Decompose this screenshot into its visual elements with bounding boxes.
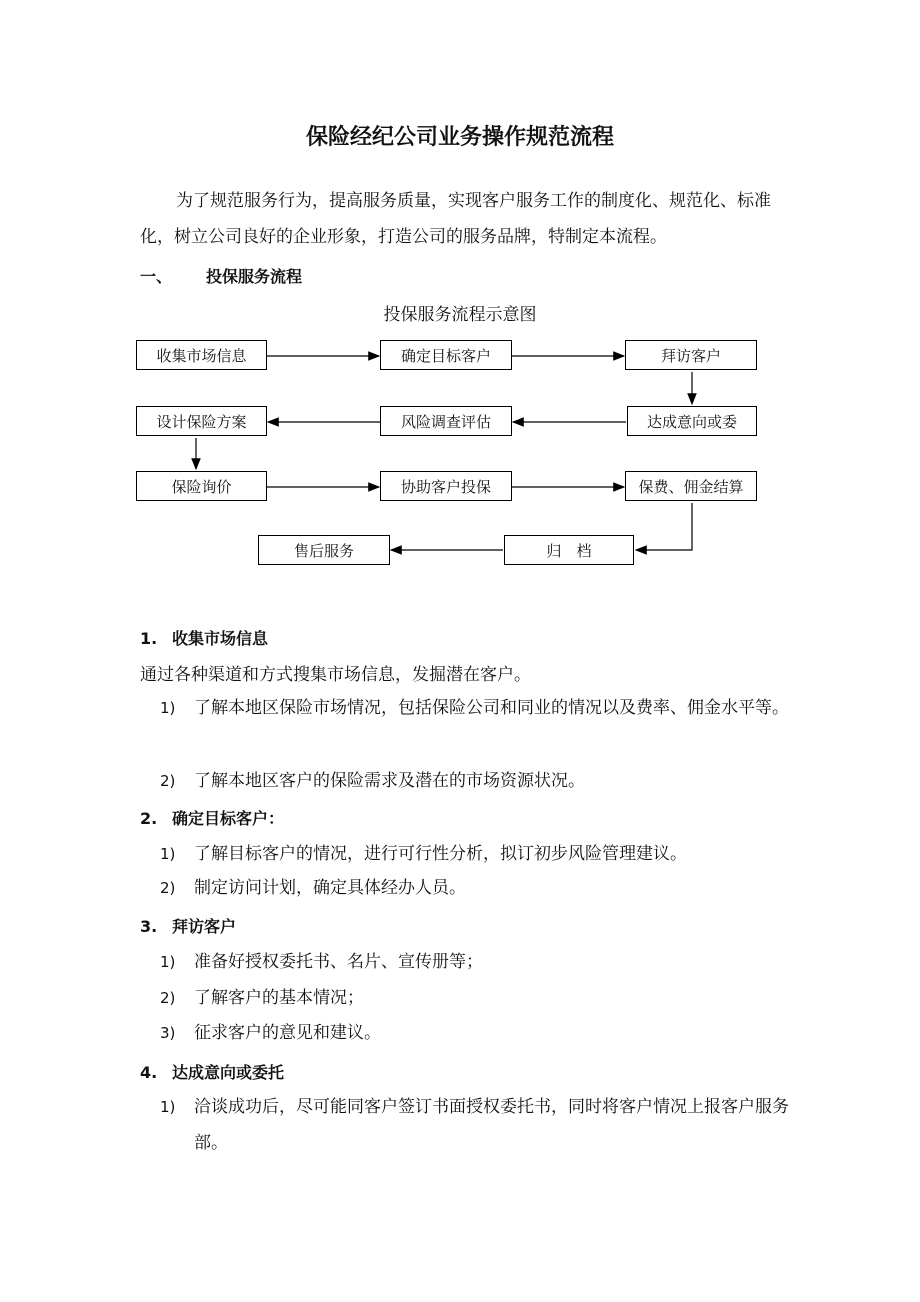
list-item-text: 了解本地区保险市场情况，包括保险公司和同业的情况以及费率、佣金水平等。 xyxy=(194,698,789,718)
flow-box-archive: 归 档 xyxy=(504,535,634,565)
step-heading xyxy=(140,806,284,829)
flowchart-caption: 投保服务流程示意图 xyxy=(383,305,537,325)
list-item-number: 3) xyxy=(160,1024,176,1042)
step-title: 确定目标客户： xyxy=(172,809,285,828)
intro-paragraph: 为了规范服务行为，提高服务质量，实现客户服务工作的制度化、规范化、标准化，树立公司良好的企业形象，打造公司的服务品牌，特制定本流程。 xyxy=(140,191,771,247)
list-item xyxy=(160,870,800,906)
flow-box-insurance-inquiry: 保险询价 xyxy=(136,471,267,501)
arrow-9 xyxy=(636,503,692,550)
flow-box-risk-survey: 风险调查评估 xyxy=(380,406,512,436)
step-number: 4. xyxy=(140,1063,158,1082)
step-heading xyxy=(140,626,268,649)
section-title: 投保服务流程 xyxy=(206,267,303,286)
list-item-number: 1) xyxy=(160,845,176,863)
list-item-number: 2) xyxy=(160,989,176,1007)
step-title: 达成意向或委托 xyxy=(172,1063,285,1082)
list-item-number: 2) xyxy=(160,879,176,897)
flow-box-determine-target-client: 确定目标客户 xyxy=(380,340,512,370)
list-item-text: 了解客户的基本情况； xyxy=(194,988,364,1008)
flow-box-reach-agreement: 达成意向或委 xyxy=(627,406,757,436)
step-number: 1. xyxy=(140,629,158,648)
list-item xyxy=(160,690,800,726)
list-item-number: 1) xyxy=(160,699,176,717)
list-item xyxy=(160,1089,800,1161)
flow-box-after-sales: 售后服务 xyxy=(258,535,390,565)
list-item-text: 征求客户的意见和建议。 xyxy=(194,1023,381,1043)
list-item-number: 1) xyxy=(160,1098,176,1116)
list-item-text: 制定访问计划，确定具体经办人员。 xyxy=(194,878,466,898)
step-number: 2. xyxy=(140,809,158,828)
list-item xyxy=(160,836,800,872)
document-title: 保险经纪公司业务操作规范流程 xyxy=(305,125,614,150)
step-number: 3. xyxy=(140,917,158,936)
list-item-text: 了解本地区客户的保险需求及潜在的市场资源状况。 xyxy=(194,771,585,791)
step-heading xyxy=(140,1060,284,1083)
list-item-text: 了解目标客户的情况，进行可行性分析，拟订初步风险管理建议。 xyxy=(194,844,687,864)
flow-box-collect-market-info: 收集市场信息 xyxy=(136,340,267,370)
flow-box-assist-client-insure: 协助客户投保 xyxy=(380,471,512,501)
flow-box-premium-settlement: 保费、佣金结算 xyxy=(625,471,757,501)
step-title: 拜访客户 xyxy=(172,917,237,936)
list-item-number: 2) xyxy=(160,772,176,790)
list-item xyxy=(160,1015,800,1051)
list-item-text: 准备好授权委托书、名片、宣传册等； xyxy=(194,952,483,972)
list-item xyxy=(160,763,800,799)
list-item-text: 洽谈成功后，尽可能同客户签订书面授权委托书，同时将客户情况上报客户服务部。 xyxy=(194,1097,789,1153)
list-item-number: 1) xyxy=(160,953,176,971)
list-item xyxy=(160,980,800,1016)
section-number: 一、 xyxy=(140,267,173,286)
flow-box-visit-client: 拜访客户 xyxy=(625,340,757,370)
step-heading xyxy=(140,914,236,937)
step-description: 通过各种渠道和方式搜集市场信息，发掘潜在客户。 xyxy=(140,665,531,685)
step-title: 收集市场信息 xyxy=(172,629,269,648)
flow-box-design-insurance-plan: 设计保险方案 xyxy=(136,406,267,436)
list-item xyxy=(160,944,800,980)
